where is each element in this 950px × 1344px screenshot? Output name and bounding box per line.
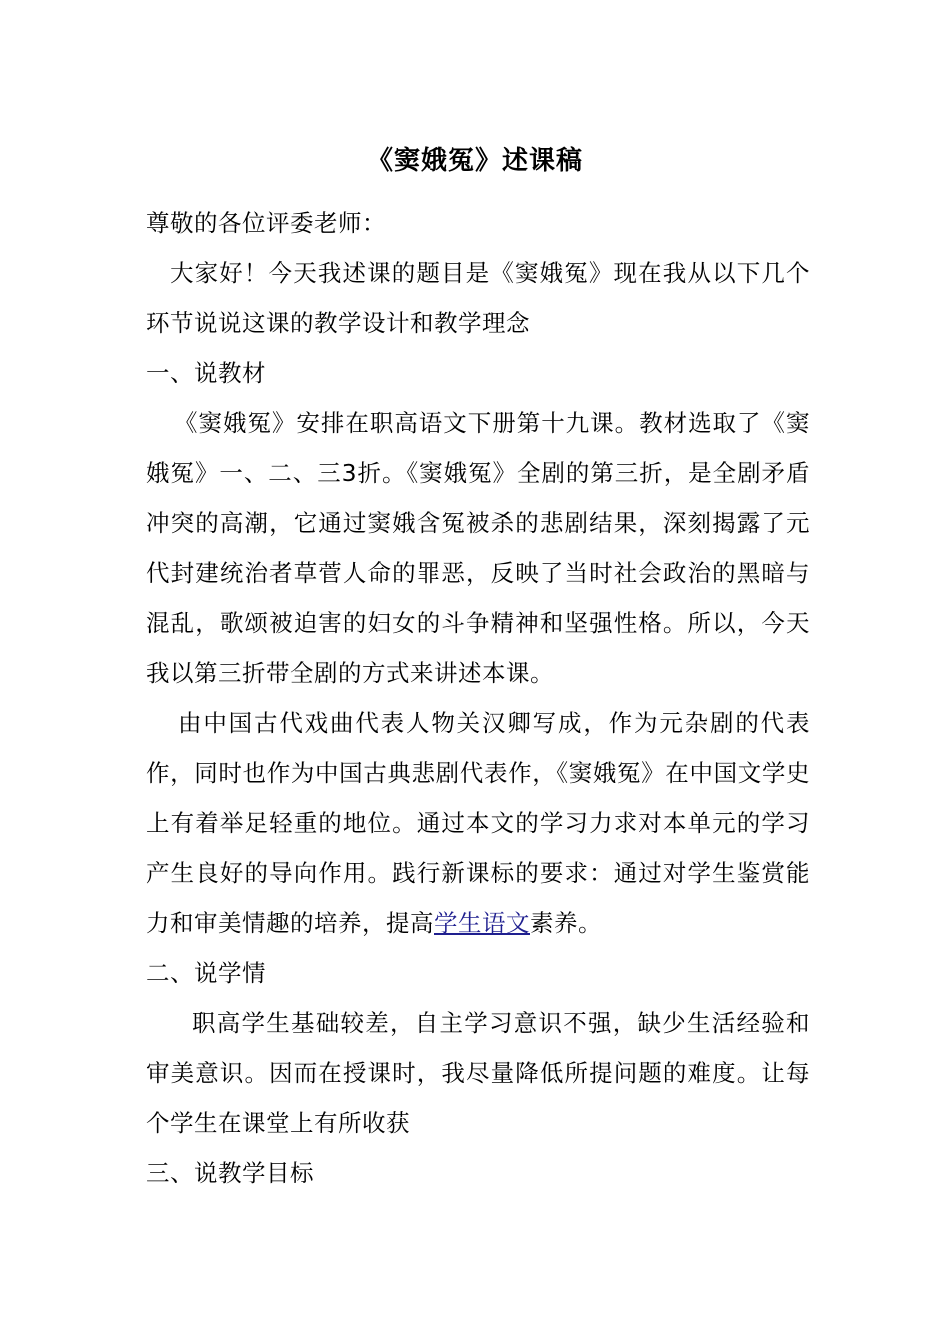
document-body	[146, 198, 810, 1198]
section-heading-objectives: 三、说教学目标	[146, 1159, 314, 1187]
student-chinese-link[interactable]: 学生语文	[434, 909, 530, 937]
students-paragraph: 职高学生基础较差，自主学习意识不强，缺少生活经验和审美意识。因而在授课时，我尽量降低所提问题的难度。让每个学生在课堂上有所收获	[146, 1009, 810, 1137]
textbook-paragraph-1: 《窦娥冤》安排在职高语文下册第十九课。教材选取了《窦娥冤》一、二、三3折。《窦娥冤》全剧的第三折，是全剧矛盾冲突的高潮，它通过窦娥含冤被杀的悲剧结果，深刻揭露了元代封建统治者草菅人命的罪恶，反映了当时社会政治的黑暗与混乱，歌颂被迫害的妇女的斗争精神和坚强性格。所以，今天我以第三折带全剧的方式来讲述本课。	[146, 409, 810, 687]
textbook-paragraph-2	[146, 698, 810, 948]
textbook-paragraph-2-ending: 素养。	[530, 909, 602, 937]
section-heading-students: 二、说学情	[146, 959, 266, 987]
section-heading-textbook: 一、说教材	[146, 359, 266, 387]
greeting: 尊敬的各位评委老师：	[146, 209, 386, 237]
document-title: 《窦娥冤》述课稿	[366, 146, 583, 176]
intro-paragraph: 大家好！今天我述课的题目是《窦娥冤》现在我从以下几个环节说说这课的教学设计和教学理念	[146, 259, 810, 337]
textbook-paragraph-2-text: 由中国古代戏曲代表人物关汉卿写成，作为元杂剧的代表作，同时也作为中国古典悲剧代表作，《窦娥冤》在中国文学史上有着举足轻重的地位。通过本文的学习力求对本单元的学习产生良好的导向作用。践行新课标的要求：通过对学生鉴赏能力和审美情趣的培养，提高	[146, 709, 810, 937]
